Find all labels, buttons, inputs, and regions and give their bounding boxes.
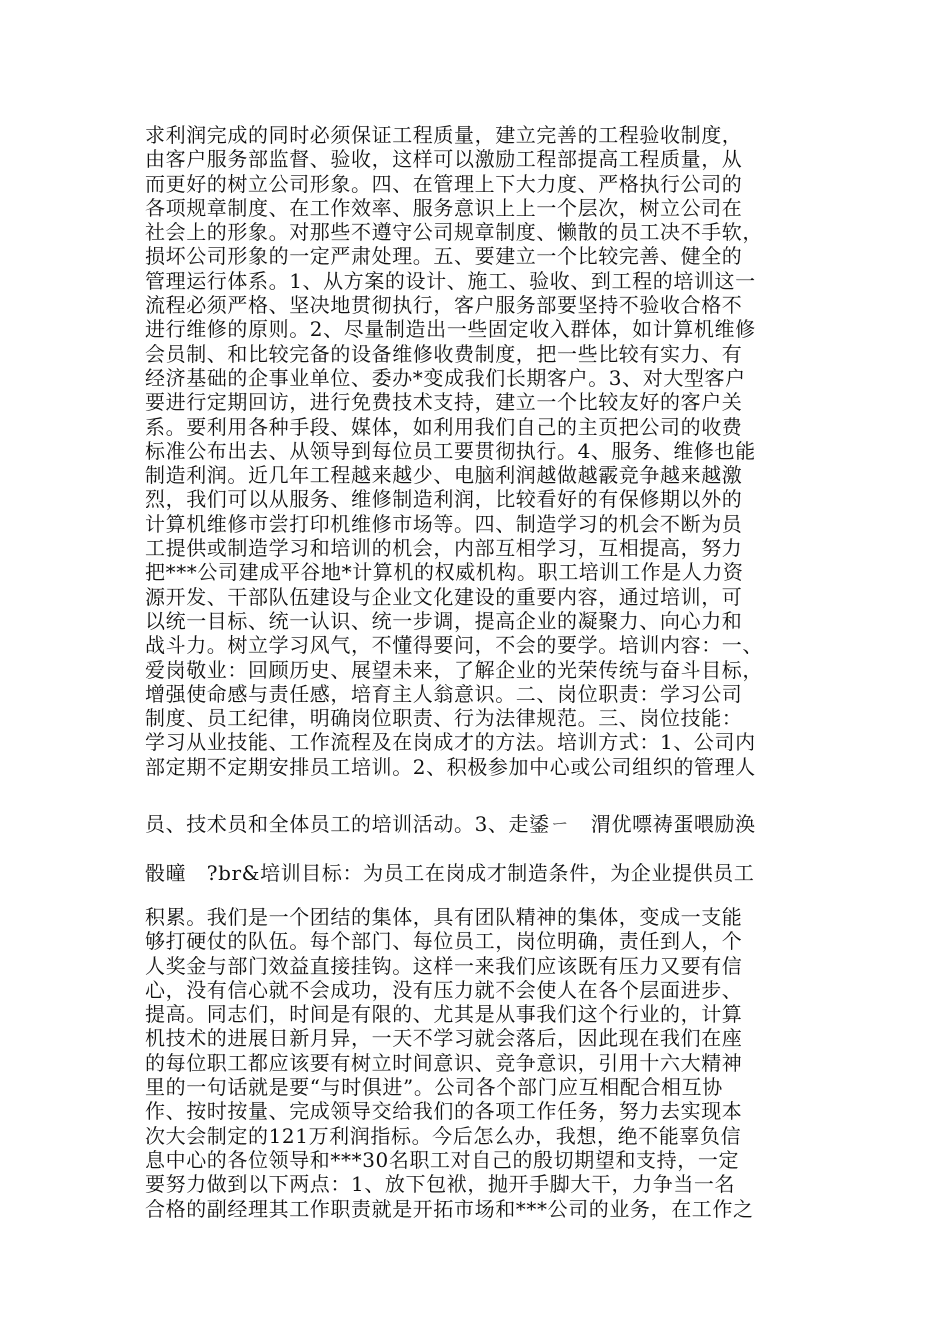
text-line: 以统一目标、统一认识、统一步调，提高企业的凝聚力、向心力和 — [145, 608, 743, 633]
text-line: 心，没有信心就不会成功，没有压力就不会使人在各个层面进步、 — [145, 977, 743, 1002]
text-line: 进行维修的原则。2、尽量制造出一些固定收入群体，如计算机维修 — [145, 317, 756, 342]
text-line: 工提供或制造学习和培训的机会，内部互相学习，互相提高，努力 — [145, 536, 743, 561]
text-line: 息中心的各位领导和***30名职工对自己的殷切期望和支持，一定 — [145, 1147, 740, 1172]
body-text-block-1 — [145, 123, 825, 779]
text-line: 员、技术员和全体员工的培训活动。3、走鋈ㄧ 渭优嘌祷蛋喂励涣 — [145, 812, 756, 836]
text-line: 战斗力。树立学习风气，不懂得要问，不会的要学。培训内容：一、 — [145, 633, 763, 658]
text-line: 损坏公司形象的一定严肃处理。五、要建立一个比较完善、健全的 — [145, 244, 743, 269]
text-line: 求利润完成的同时必须保证工程质量，建立完善的工程验收制度， — [145, 123, 743, 147]
text-line: 要努力做到以下两点：1、放下包袱，抛开手脚大干，力争当一名 — [145, 1172, 736, 1197]
text-line: 提高。同志们，时间是有限的、尤其是从事我们这个行业的，计算 — [145, 1002, 743, 1027]
text-line: 计算机维修市尝打印机维修市场等。四、制造学习的机会不断为员 — [145, 511, 743, 536]
text-line: 社会上的形象。对那些不遵守公司规章制度、懒散的员工决不手软， — [145, 220, 763, 245]
text-line: 经济基础的企事业单位、委办*变成我们长期客户。3、对大型客户 — [145, 365, 746, 390]
text-line: 源开发、干部队伍建设与企业文化建设的重要内容，通过培训，可 — [145, 584, 743, 609]
text-line: 烈，我们可以从服务、维修制造利润，比较看好的有保修期以外的 — [145, 487, 743, 512]
text-line: 制度、员工纪律，明确岗位职责、行为法律规范。三、岗位技能： — [145, 706, 743, 731]
text-line: 骰曈 ?br&培训目标：为员工在岗成才制造条件，为企业提供员工 — [145, 861, 755, 885]
text-line: 把***公司建成平谷地*计算机的权威机构。职工培训工作是人力资 — [145, 560, 744, 585]
text-line: 增强使命感与责任感，培育主人翁意识。二、岗位职责：学习公司 — [145, 681, 743, 706]
text-line: 由客户服务部监督、验收，这样可以激励工程部提高工程质量，从 — [145, 147, 743, 172]
text-line: 机技术的进展日新月异，一天不学习就会落后，因此现在我们在座 — [145, 1026, 743, 1051]
text-line: 标准公布出去、从领导到每位员工要贯彻执行。4、服务、维修也能 — [145, 438, 756, 463]
text-line: 里的一句话就是要“与时俱进”。公司各个部门应互相配合相互协 — [145, 1075, 723, 1100]
body-text-block-2 — [145, 905, 825, 1221]
text-line: 部定期不定期安排员工培训。2、积极参加中心或公司组织的管理人 — [145, 754, 756, 779]
text-line: 管理运行体系。1、从方案的设计、施工、验收、到工程的培训这一 — [145, 268, 756, 293]
text-line: 各项规章制度、在工作效率、服务意识上上一个层次，树立公司在 — [145, 195, 743, 220]
text-line: 制造利润。近几年工程越来越少、电脑利润越做越霰竞争越来越激 — [145, 463, 743, 488]
text-line: 学习从业技能、工作流程及在岗成才的方法。培训方式：1、公司内 — [145, 730, 756, 755]
text-line: 会员制、和比较完备的设备维修收费制度，把一些比较有实力、有 — [145, 341, 743, 366]
body-text-line-garbled-1 — [145, 812, 825, 836]
text-line: 而更好的树立公司形象。四、在管理上下大力度、严格执行公司的 — [145, 171, 743, 196]
text-line: 够打硬仗的队伍。每个部门、每位员工，岗位明确，责任到人，个 — [145, 929, 743, 954]
text-line: 合格的副经理其工作职责就是开拓市场和***公司的业务，在工作之 — [145, 1196, 754, 1221]
text-line: 要进行定期回访，进行免费技术支持，建立一个比较友好的客户关 — [145, 390, 743, 415]
text-line: 积累。我们是一个团结的集体，具有团队精神的集体，变成一支能 — [145, 905, 743, 929]
text-line: 系。要利用各种手段、媒体，如利用我们自己的主页把公司的收费 — [145, 414, 743, 439]
text-line: 作、按时按量、完成领导交给我们的各项工作任务，努力去实现本 — [145, 1099, 743, 1124]
text-line: 流程必须严格、坚决地贯彻执行，客户服务部要坚持不验收合格不 — [145, 293, 743, 318]
body-text-line-garbled-2 — [145, 861, 825, 885]
text-line: 次大会制定的121万利润指标。今后怎么办，我想，绝不能辜负信 — [145, 1123, 742, 1148]
text-line: 的每位职工都应该要有树立时间意识、竞争意识，引用十六大精神 — [145, 1050, 743, 1075]
text-line: 人奖金与部门效益直接挂钩。这样一来我们应该既有压力又要有信 — [145, 953, 743, 978]
text-line: 爱岗敬业：回顾历史、展望未来，了解企业的光荣传统与奋斗目标， — [145, 657, 763, 682]
